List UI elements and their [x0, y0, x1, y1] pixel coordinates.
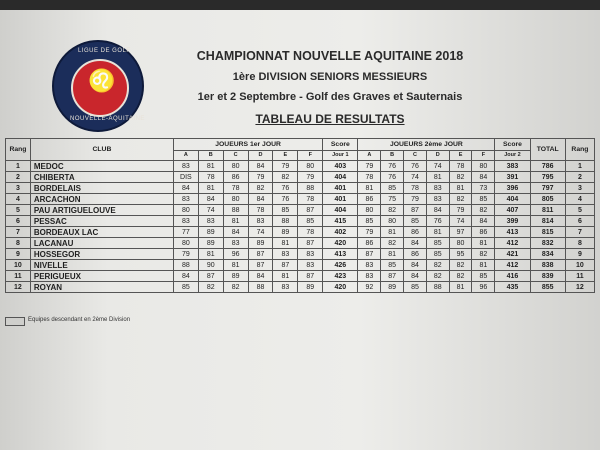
day2-score-cell: 74	[404, 172, 427, 183]
day1-score-cell: 78	[223, 183, 248, 194]
table-row	[6, 216, 595, 227]
day2-score-cell: 87	[358, 249, 381, 260]
rank-cell: 2	[565, 172, 594, 183]
score-day2-cell: 391	[495, 172, 530, 183]
day2-score-cell: 80	[381, 216, 404, 227]
day2-score-cell: 97	[449, 227, 472, 238]
score-day2-header-line2: Jour 2	[495, 151, 530, 161]
day1-score-cell: 88	[173, 260, 198, 271]
club-cell: ROYAN	[30, 282, 173, 293]
day1-score-cell: 79	[298, 172, 323, 183]
club-cell: PESSAC	[30, 216, 173, 227]
score-day1-cell: 404	[323, 205, 358, 216]
day2-score-cell: 83	[426, 194, 449, 205]
logo-shield	[71, 59, 129, 117]
day1-score-cell: 82	[223, 282, 248, 293]
day2-score-cell: 79	[449, 205, 472, 216]
day2-score-cell: 84	[404, 238, 427, 249]
day1-score-cell: 76	[273, 183, 298, 194]
rang-cell: 2	[6, 172, 31, 183]
day2-score-cell: 81	[381, 227, 404, 238]
total-cell: 795	[530, 172, 565, 183]
day1-score-cell: 85	[273, 205, 298, 216]
rank-cell: 6	[565, 216, 594, 227]
rang-cell: 6	[6, 216, 31, 227]
total-header: TOTAL	[530, 139, 565, 161]
day2-score-cell: 84	[404, 271, 427, 282]
day2-score-cell: 81	[472, 238, 495, 249]
day1-score-cell: 89	[298, 282, 323, 293]
day1-score-cell: 82	[248, 183, 273, 194]
rank-cell: 5	[565, 205, 594, 216]
rank-cell: 11	[565, 271, 594, 282]
day2-score-cell: 78	[449, 161, 472, 172]
total-cell: 834	[530, 249, 565, 260]
day2-score-cell: 82	[449, 260, 472, 271]
day2-score-cell: 75	[381, 194, 404, 205]
day1-score-cell: 82	[198, 282, 223, 293]
player-header: B	[381, 151, 404, 161]
day1-score-cell: 87	[298, 205, 323, 216]
day2-score-cell: 78	[404, 183, 427, 194]
day2-score-cell: 73	[472, 183, 495, 194]
day1-score-cell: 83	[273, 249, 298, 260]
results-subtitle: TABLEAU DE RESULTATS	[255, 112, 405, 126]
total-cell: 855	[530, 282, 565, 293]
day2-score-cell: 81	[358, 183, 381, 194]
rang-cell: 1	[6, 161, 31, 172]
score-day1-cell: 401	[323, 194, 358, 205]
table-header-row	[6, 139, 595, 151]
day1-score-cell: 83	[173, 161, 198, 172]
club-cell: HOSSEGOR	[30, 249, 173, 260]
day2-score-cell: 76	[381, 161, 404, 172]
rank-cell: 4	[565, 194, 594, 205]
rang-cell: 7	[6, 227, 31, 238]
day1-score-cell: 84	[248, 271, 273, 282]
club-cell: LACANAU	[30, 238, 173, 249]
player-header: E	[449, 151, 472, 161]
table-row	[6, 271, 595, 282]
score-day1-cell: 404	[323, 172, 358, 183]
day2-score-cell: 89	[381, 282, 404, 293]
day1-score-cell: 80	[223, 194, 248, 205]
day1-score-cell: 90	[198, 260, 223, 271]
day2-score-cell: 76	[426, 216, 449, 227]
score-day1-header-line1: Score	[323, 139, 358, 151]
day1-score-cell: 87	[248, 260, 273, 271]
day1-score-cell: 83	[223, 238, 248, 249]
day2-score-cell: 83	[426, 183, 449, 194]
club-header: CLUB	[30, 139, 173, 161]
day1-score-cell: 88	[223, 205, 248, 216]
day1-score-cell: 78	[298, 194, 323, 205]
total-cell: 811	[530, 205, 565, 216]
day2-score-cell: 88	[426, 282, 449, 293]
day1-score-cell: 84	[198, 194, 223, 205]
score-day2-cell: 396	[495, 183, 530, 194]
table-row	[6, 205, 595, 216]
score-day1-cell: 420	[323, 282, 358, 293]
day2-score-cell: 81	[426, 172, 449, 183]
day1-score-cell: 76	[273, 194, 298, 205]
rang-cell: 8	[6, 238, 31, 249]
day2-score-cell: 82	[426, 271, 449, 282]
day1-score-cell: 79	[173, 249, 198, 260]
day1-score-cell: 84	[223, 227, 248, 238]
day2-score-cell: 82	[472, 205, 495, 216]
day1-score-cell: 89	[198, 238, 223, 249]
score-day1-cell: 423	[323, 271, 358, 282]
club-cell: MEDOC	[30, 161, 173, 172]
day1-score-cell: 84	[173, 271, 198, 282]
logo-ring-bottom-text: NOUVELLE-AQUITAINE	[70, 116, 145, 122]
club-cell: BORDELAIS	[30, 183, 173, 194]
day1-score-cell: 78	[248, 205, 273, 216]
day1-score-cell: 89	[223, 271, 248, 282]
day1-score-cell: 80	[173, 238, 198, 249]
player-header: C	[404, 151, 427, 161]
day1-score-cell: 84	[173, 183, 198, 194]
day1-score-cell: 88	[248, 282, 273, 293]
day2-score-cell: 81	[426, 227, 449, 238]
day2-score-cell: 85	[426, 249, 449, 260]
rang-header: Rang	[6, 139, 31, 161]
score-day2-cell: 383	[495, 161, 530, 172]
day1-score-cell: 83	[298, 260, 323, 271]
club-cell: CHIBERTA	[30, 172, 173, 183]
division-title: 1ère DIVISION SENIORS MESSIEURS	[232, 71, 428, 83]
player-header: A	[358, 151, 381, 161]
total-cell: 786	[530, 161, 565, 172]
day1-score-cell: 79	[248, 172, 273, 183]
day2-score-cell: 85	[404, 216, 427, 227]
day1-score-cell: 80	[173, 205, 198, 216]
club-cell: NIVELLE	[30, 260, 173, 271]
score-day2-cell: 413	[495, 227, 530, 238]
day2-players-header: JOUEURS 2ème JOUR	[358, 139, 495, 151]
day2-score-cell: 74	[426, 161, 449, 172]
player-header: E	[273, 151, 298, 161]
day1-score-cell: 77	[173, 227, 198, 238]
day1-score-cell: DIS	[173, 172, 198, 183]
day2-score-cell: 86	[358, 194, 381, 205]
lion-icon: ♌	[88, 68, 116, 93]
day1-score-cell: 81	[223, 216, 248, 227]
score-day1-cell: 401	[323, 183, 358, 194]
score-day1-header-line2: Jour 1	[323, 151, 358, 161]
day1-players-header: JOUEURS 1er JOUR	[173, 139, 322, 151]
day2-score-cell: 79	[358, 161, 381, 172]
table-row	[6, 172, 595, 183]
day2-score-cell: 84	[426, 205, 449, 216]
day1-score-cell: 74	[198, 205, 223, 216]
day1-score-cell: 83	[198, 216, 223, 227]
day2-score-cell: 85	[472, 194, 495, 205]
day2-score-cell: 80	[358, 205, 381, 216]
score-day2-cell: 407	[495, 205, 530, 216]
day1-score-cell: 81	[273, 238, 298, 249]
score-day1-cell: 402	[323, 227, 358, 238]
day2-score-cell: 95	[449, 249, 472, 260]
rang-cell: 4	[6, 194, 31, 205]
score-day1-cell: 420	[323, 238, 358, 249]
day2-score-cell: 82	[449, 194, 472, 205]
day1-score-cell: 83	[173, 194, 198, 205]
day2-score-cell: 81	[449, 282, 472, 293]
day2-score-cell: 96	[472, 282, 495, 293]
day2-score-cell: 81	[472, 260, 495, 271]
day2-score-cell: 86	[358, 238, 381, 249]
day1-score-cell: 83	[173, 216, 198, 227]
day1-score-cell: 88	[273, 216, 298, 227]
day2-score-cell: 74	[449, 216, 472, 227]
score-day2-cell: 412	[495, 238, 530, 249]
rank-cell: 3	[565, 183, 594, 194]
player-header: F	[298, 151, 323, 161]
day2-score-cell: 86	[404, 227, 427, 238]
day2-score-cell: 86	[404, 249, 427, 260]
day1-score-cell: 87	[248, 249, 273, 260]
day1-score-cell: 89	[273, 227, 298, 238]
table-row	[6, 194, 595, 205]
championship-title: CHAMPIONNAT NOUVELLE AQUITAINE 2018	[196, 49, 464, 63]
day1-score-cell: 82	[273, 172, 298, 183]
day1-score-cell: 79	[273, 161, 298, 172]
score-day1-cell: 413	[323, 249, 358, 260]
rank-cell: 1	[565, 161, 594, 172]
rang-cell: 10	[6, 260, 31, 271]
day2-score-cell: 82	[449, 172, 472, 183]
day1-score-cell: 87	[198, 271, 223, 282]
total-cell: 805	[530, 194, 565, 205]
day1-score-cell: 86	[223, 172, 248, 183]
rank-cell: 10	[565, 260, 594, 271]
total-cell: 832	[530, 238, 565, 249]
day2-score-cell: 83	[358, 271, 381, 282]
rank-cell: 7	[565, 227, 594, 238]
day2-score-cell: 81	[381, 249, 404, 260]
day2-score-cell: 80	[449, 238, 472, 249]
table-row	[6, 260, 595, 271]
score-day1-cell: 403	[323, 161, 358, 172]
day1-score-cell: 87	[273, 260, 298, 271]
day1-score-cell: 83	[298, 249, 323, 260]
total-cell: 797	[530, 183, 565, 194]
score-day2-header-line1: Score	[495, 139, 530, 151]
day1-score-cell: 81	[198, 183, 223, 194]
day1-score-cell: 81	[198, 249, 223, 260]
results-table	[5, 138, 595, 293]
day2-score-cell: 79	[358, 227, 381, 238]
day1-score-cell: 74	[248, 227, 273, 238]
rang-cell: 11	[6, 271, 31, 282]
day2-score-cell: 76	[404, 161, 427, 172]
day2-score-cell: 85	[472, 271, 495, 282]
total-cell: 839	[530, 271, 565, 282]
day2-score-cell: 87	[404, 205, 427, 216]
day2-score-cell: 80	[472, 161, 495, 172]
day2-score-cell: 82	[381, 205, 404, 216]
day2-score-cell: 78	[358, 172, 381, 183]
day1-score-cell: 89	[198, 227, 223, 238]
day1-score-cell: 80	[223, 161, 248, 172]
table-row	[6, 238, 595, 249]
score-day1-cell: 415	[323, 216, 358, 227]
total-cell: 815	[530, 227, 565, 238]
club-cell: ARCACHON	[30, 194, 173, 205]
day2-score-cell: 82	[381, 238, 404, 249]
day2-score-cell: 84	[472, 172, 495, 183]
player-header: A	[173, 151, 198, 161]
day1-score-cell: 83	[273, 282, 298, 293]
day2-score-cell: 87	[381, 271, 404, 282]
day1-score-cell: 83	[248, 216, 273, 227]
day2-score-cell: 86	[472, 227, 495, 238]
player-header: B	[198, 151, 223, 161]
day2-score-cell: 85	[426, 238, 449, 249]
day1-score-cell: 81	[273, 271, 298, 282]
score-day2-cell: 421	[495, 249, 530, 260]
player-header: F	[472, 151, 495, 161]
score-day2-cell: 404	[495, 194, 530, 205]
results-body	[6, 161, 595, 293]
day2-score-cell: 85	[381, 260, 404, 271]
day2-score-cell: 85	[358, 216, 381, 227]
day2-score-cell: 82	[472, 249, 495, 260]
photo-top-edge	[0, 0, 600, 10]
club-cell: PERIGUEUX	[30, 271, 173, 282]
score-day2-cell: 416	[495, 271, 530, 282]
player-header: C	[223, 151, 248, 161]
rang-cell: 3	[6, 183, 31, 194]
table-row	[6, 227, 595, 238]
day1-score-cell: 81	[223, 260, 248, 271]
total-cell: 814	[530, 216, 565, 227]
score-day1-cell: 426	[323, 260, 358, 271]
score-day2-cell: 435	[495, 282, 530, 293]
legend-swatch	[5, 317, 25, 326]
rank-cell: 12	[565, 282, 594, 293]
day1-score-cell: 85	[298, 216, 323, 227]
day1-score-cell: 85	[173, 282, 198, 293]
day2-score-cell: 82	[426, 260, 449, 271]
day1-score-cell: 84	[248, 194, 273, 205]
day1-score-cell: 96	[223, 249, 248, 260]
player-header: D	[426, 151, 449, 161]
logo-ring-top-text: LIGUE DE GOLF	[78, 48, 131, 54]
day2-score-cell: 83	[358, 260, 381, 271]
table-row	[6, 161, 595, 172]
rang-cell: 9	[6, 249, 31, 260]
rank-cell: 8	[565, 238, 594, 249]
day2-score-cell: 85	[381, 183, 404, 194]
day2-score-cell: 92	[358, 282, 381, 293]
rang-cell: 5	[6, 205, 31, 216]
day1-score-cell: 88	[298, 183, 323, 194]
player-header: D	[248, 151, 273, 161]
legend-text: Equipes descendant en 2ème Division	[28, 317, 131, 323]
day1-score-cell: 78	[298, 227, 323, 238]
rank-cell: 9	[565, 249, 594, 260]
table-row	[6, 282, 595, 293]
day1-score-cell: 87	[298, 238, 323, 249]
day2-score-cell: 84	[472, 216, 495, 227]
club-cell: BORDEAUX LAC	[30, 227, 173, 238]
total-cell: 838	[530, 260, 565, 271]
rank-right-header: Rang	[565, 139, 594, 161]
table-row	[6, 183, 595, 194]
day2-score-cell: 81	[449, 183, 472, 194]
day1-score-cell: 87	[298, 271, 323, 282]
day1-score-cell: 81	[198, 161, 223, 172]
club-cell: PAU ARTIGUELOUVE	[30, 205, 173, 216]
day2-score-cell: 85	[404, 282, 427, 293]
day2-score-cell: 82	[449, 271, 472, 282]
day1-score-cell: 80	[298, 161, 323, 172]
table-row	[6, 249, 595, 260]
rang-cell: 12	[6, 282, 31, 293]
day2-score-cell: 84	[404, 260, 427, 271]
score-day2-cell: 412	[495, 260, 530, 271]
day1-score-cell: 84	[248, 161, 273, 172]
day2-score-cell: 76	[381, 172, 404, 183]
day1-score-cell: 89	[248, 238, 273, 249]
day1-score-cell: 78	[198, 172, 223, 183]
day2-score-cell: 79	[404, 194, 427, 205]
score-day2-cell: 399	[495, 216, 530, 227]
event-dates: 1er et 2 Septembre - Golf des Graves et Sauternais	[197, 91, 463, 103]
